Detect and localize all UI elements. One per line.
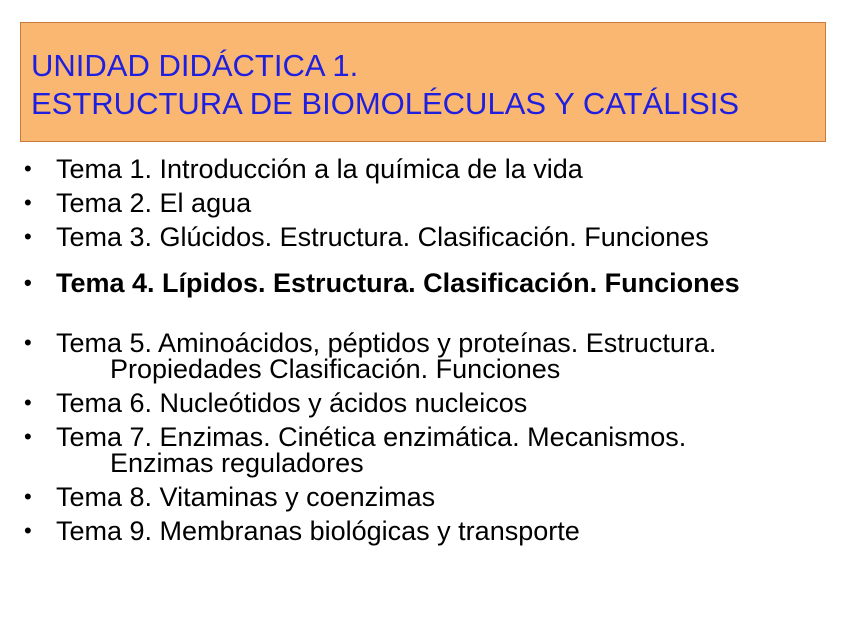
list-item [22,484,740,510]
list-item [22,224,740,250]
title-box [20,22,826,142]
topic-text: Tema 3. Glúcidos. Estructura. Clasificación. Funciones [56,222,709,252]
topic-text: Tema 8. Vitaminas y coenzimas [56,482,436,512]
topic-text: Tema 2. El agua [56,188,252,218]
bullet: • [24,156,32,181]
list-item-highlighted [22,270,740,296]
list-item [22,424,740,476]
list-item [22,518,740,544]
list-item [22,156,740,182]
topic-text: Tema 7. Enzimas. Cinética enzimática. Mecanismos. [56,422,687,452]
topic-text: Tema 6. Nucleótidos y ácidos nucleicos [56,388,528,418]
bullet: • [24,224,32,249]
topic-text-continuation: Enzimas reguladores [110,448,364,478]
topic-text-continuation: Propiedades Clasificación. Funciones [110,354,561,384]
bullet: • [24,390,32,415]
list-item [22,390,740,416]
bullet: • [24,484,32,509]
bullet: • [24,424,32,449]
list-item [22,190,740,216]
bullet: • [24,330,32,355]
title-line-1: UNIDAD DIDÁCTICA 1. [31,48,359,83]
topic-text: Tema 9. Membranas biológicas y transporte [56,516,580,546]
topic-list [22,156,740,552]
title-line-2: ESTRUCTURA DE BIOMOLÉCULAS Y CATÁLISIS [31,86,740,121]
bullet: • [24,270,32,295]
bullet: • [24,518,32,543]
list-item [22,330,740,382]
topic-text: Tema 4. Lípidos. Estructura. Clasificación. Funciones [56,268,740,298]
topic-text: Tema 1. Introducción a la química de la vida [56,154,583,184]
topic-text: Tema 5. Aminoácidos, péptidos y proteínas. Estructura. [56,328,717,358]
bullet: • [24,190,32,215]
